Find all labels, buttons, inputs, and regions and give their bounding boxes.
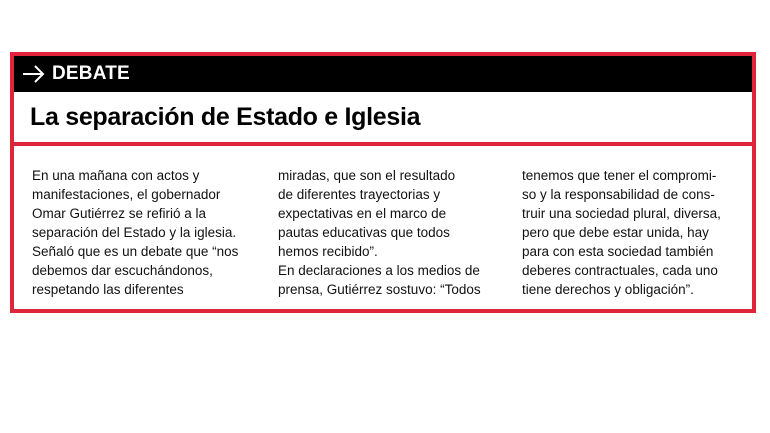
body-column-2: miradas, que son el resultado de diferentes trayectorias y expectativas en el marco de pautas educativas que todos hemos recibido”. En declaraciones a los medios de prensa, Gutiérrez sostuvo: “Todos <box>278 168 481 297</box>
arrow-right-icon <box>22 64 46 84</box>
body-column-1: En una mañana con actos y manifestaciones, el gobernador Omar Gutiérrez se refirió a la separación del Estado y la iglesia. Señaló que es un debate que “nos debemos dar escuchándonos, respetando las diferentes <box>32 168 239 297</box>
headline: La separación de Estado e Iglesia <box>30 103 421 131</box>
debate-box <box>10 52 756 313</box>
section-header-bar <box>14 56 752 92</box>
body-columns <box>14 146 752 309</box>
section-kicker: DEBATE <box>52 63 130 84</box>
body-column-3: tenemos que tener el compromi- so y la responsabilidad de cons- truir una sociedad plural, diversa, pero que debe estar unida, hay para con esta sociedad también deberes contractuales, cada uno tiene derechos y obligación”. <box>522 168 721 297</box>
